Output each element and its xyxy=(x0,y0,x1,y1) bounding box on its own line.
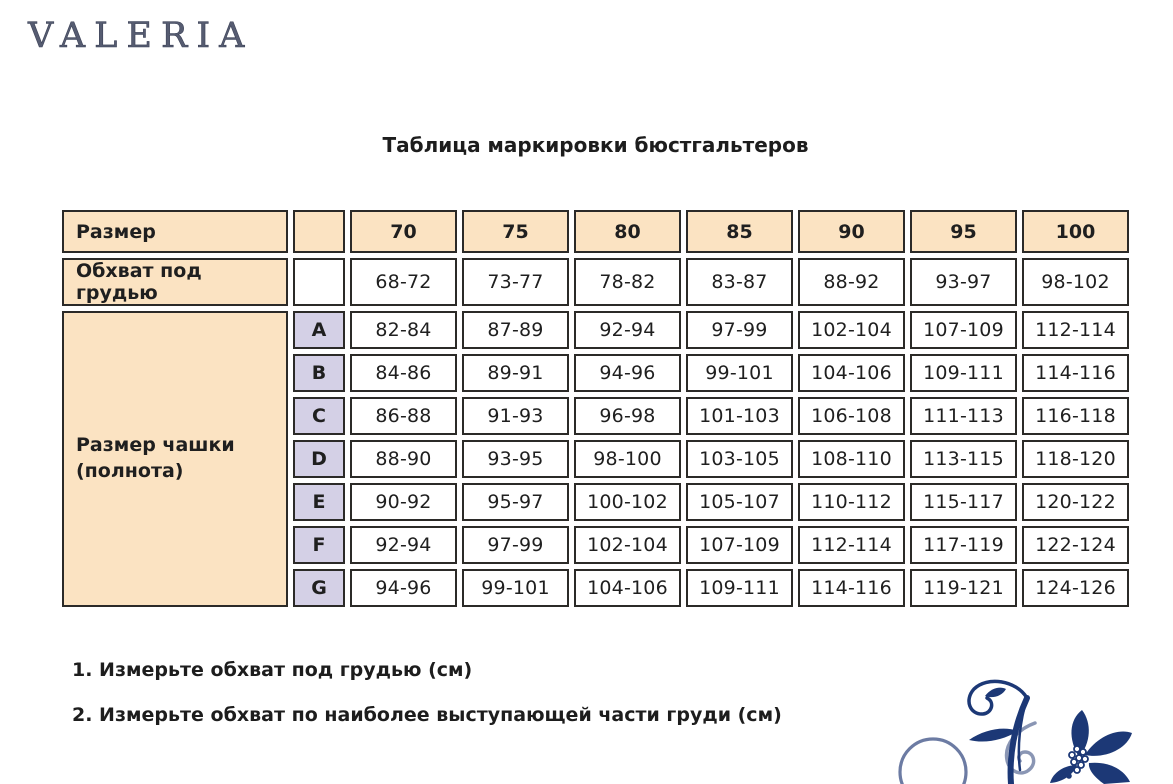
bust-range-cell: 109-111 xyxy=(686,569,793,607)
underbust-range-cell: 73-77 xyxy=(462,258,569,306)
band-size-header: 100 xyxy=(1022,210,1129,253)
bust-range-cell: 90-92 xyxy=(350,483,457,521)
bust-range-cell: 104-106 xyxy=(574,569,681,607)
bust-range-cell: 92-94 xyxy=(350,526,457,564)
bust-range-cell: 94-96 xyxy=(350,569,457,607)
bust-range-cell: 100-102 xyxy=(574,483,681,521)
cup-letter-cell: E xyxy=(293,483,345,521)
cup-letter-cell: G xyxy=(293,569,345,607)
bust-range-cell: 110-112 xyxy=(798,483,905,521)
table-row-underbust xyxy=(62,258,1129,306)
cup-letter-cell: F xyxy=(293,526,345,564)
bust-range-cell: 93-95 xyxy=(462,440,569,478)
bust-range-cell: 108-110 xyxy=(798,440,905,478)
bust-range-cell: 106-108 xyxy=(798,397,905,435)
bust-range-cell: 109-111 xyxy=(910,354,1017,392)
brand-logo: VALERIA xyxy=(28,16,254,56)
bust-range-cell: 103-105 xyxy=(686,440,793,478)
band-size-header: 90 xyxy=(798,210,905,253)
bra-size-table xyxy=(57,205,1134,612)
bust-range-cell: 96-98 xyxy=(574,397,681,435)
bust-range-cell: 97-99 xyxy=(686,311,793,349)
bust-range-cell: 116-118 xyxy=(1022,397,1129,435)
measurement-instructions xyxy=(72,659,782,749)
bust-range-cell: 104-106 xyxy=(798,354,905,392)
page-title: Таблица маркировки бюстгальтеров xyxy=(382,133,809,157)
bust-range-cell: 122-124 xyxy=(1022,526,1129,564)
bust-range-cell: 102-104 xyxy=(798,311,905,349)
bust-range-cell: 84-86 xyxy=(350,354,457,392)
bust-range-cell: 114-116 xyxy=(798,569,905,607)
bust-range-cell: 97-99 xyxy=(462,526,569,564)
bust-range-cell: 82-84 xyxy=(350,311,457,349)
cup-letter-cell: D xyxy=(293,440,345,478)
floral-ornament-icon xyxy=(873,669,1173,784)
bust-range-cell: 87-89 xyxy=(462,311,569,349)
band-size-header: 80 xyxy=(574,210,681,253)
underbust-range-cell: 88-92 xyxy=(798,258,905,306)
bust-range-cell: 94-96 xyxy=(574,354,681,392)
bust-range-cell: 95-97 xyxy=(462,483,569,521)
band-size-header: 75 xyxy=(462,210,569,253)
bust-range-cell: 120-122 xyxy=(1022,483,1129,521)
cup-letter-cell: A xyxy=(293,311,345,349)
bust-range-cell: 111-113 xyxy=(910,397,1017,435)
underbust-row-label: Обхват под грудью xyxy=(62,258,288,306)
bust-range-cell: 91-93 xyxy=(462,397,569,435)
underbust-range-cell: 78-82 xyxy=(574,258,681,306)
underbust-range-cell: 93-97 xyxy=(910,258,1017,306)
size-row-label: Размер xyxy=(62,210,288,253)
bust-range-cell: 92-94 xyxy=(574,311,681,349)
empty-cell xyxy=(293,258,345,306)
cup-letter-cell: B xyxy=(293,354,345,392)
underbust-range-cell: 68-72 xyxy=(350,258,457,306)
bust-range-cell: 107-109 xyxy=(686,526,793,564)
table-row-cup-a xyxy=(62,311,1129,349)
underbust-range-cell: 83-87 xyxy=(686,258,793,306)
bust-range-cell: 99-101 xyxy=(686,354,793,392)
instruction-line-2: 2. Измерьте обхват по наиболее выступающей части груди (см) xyxy=(72,703,782,726)
band-size-header: 95 xyxy=(910,210,1017,253)
bust-range-cell: 114-116 xyxy=(1022,354,1129,392)
bust-range-cell: 107-109 xyxy=(910,311,1017,349)
bust-range-cell: 98-100 xyxy=(574,440,681,478)
bust-range-cell: 112-114 xyxy=(798,526,905,564)
bust-range-cell: 102-104 xyxy=(574,526,681,564)
bust-range-cell: 89-91 xyxy=(462,354,569,392)
bust-range-cell: 99-101 xyxy=(462,569,569,607)
instruction-line-1: 1. Измерьте обхват под грудью (см) xyxy=(72,659,473,681)
cup-letter-cell: C xyxy=(293,397,345,435)
cup-size-row-label: Размер чашки (полнота) xyxy=(62,311,288,607)
bust-range-cell: 117-119 xyxy=(910,526,1017,564)
band-size-header: 85 xyxy=(686,210,793,253)
bust-range-cell: 115-117 xyxy=(910,483,1017,521)
underbust-range-cell: 98-102 xyxy=(1022,258,1129,306)
bust-range-cell: 105-107 xyxy=(686,483,793,521)
bust-range-cell: 86-88 xyxy=(350,397,457,435)
bust-range-cell: 119-121 xyxy=(910,569,1017,607)
bust-range-cell: 113-115 xyxy=(910,440,1017,478)
bust-range-cell: 101-103 xyxy=(686,397,793,435)
table-row-size xyxy=(62,210,1129,253)
bust-range-cell: 118-120 xyxy=(1022,440,1129,478)
bust-range-cell: 124-126 xyxy=(1022,569,1129,607)
empty-corner-cell xyxy=(293,210,345,253)
bust-range-cell: 112-114 xyxy=(1022,311,1129,349)
bust-range-cell: 88-90 xyxy=(350,440,457,478)
band-size-header: 70 xyxy=(350,210,457,253)
